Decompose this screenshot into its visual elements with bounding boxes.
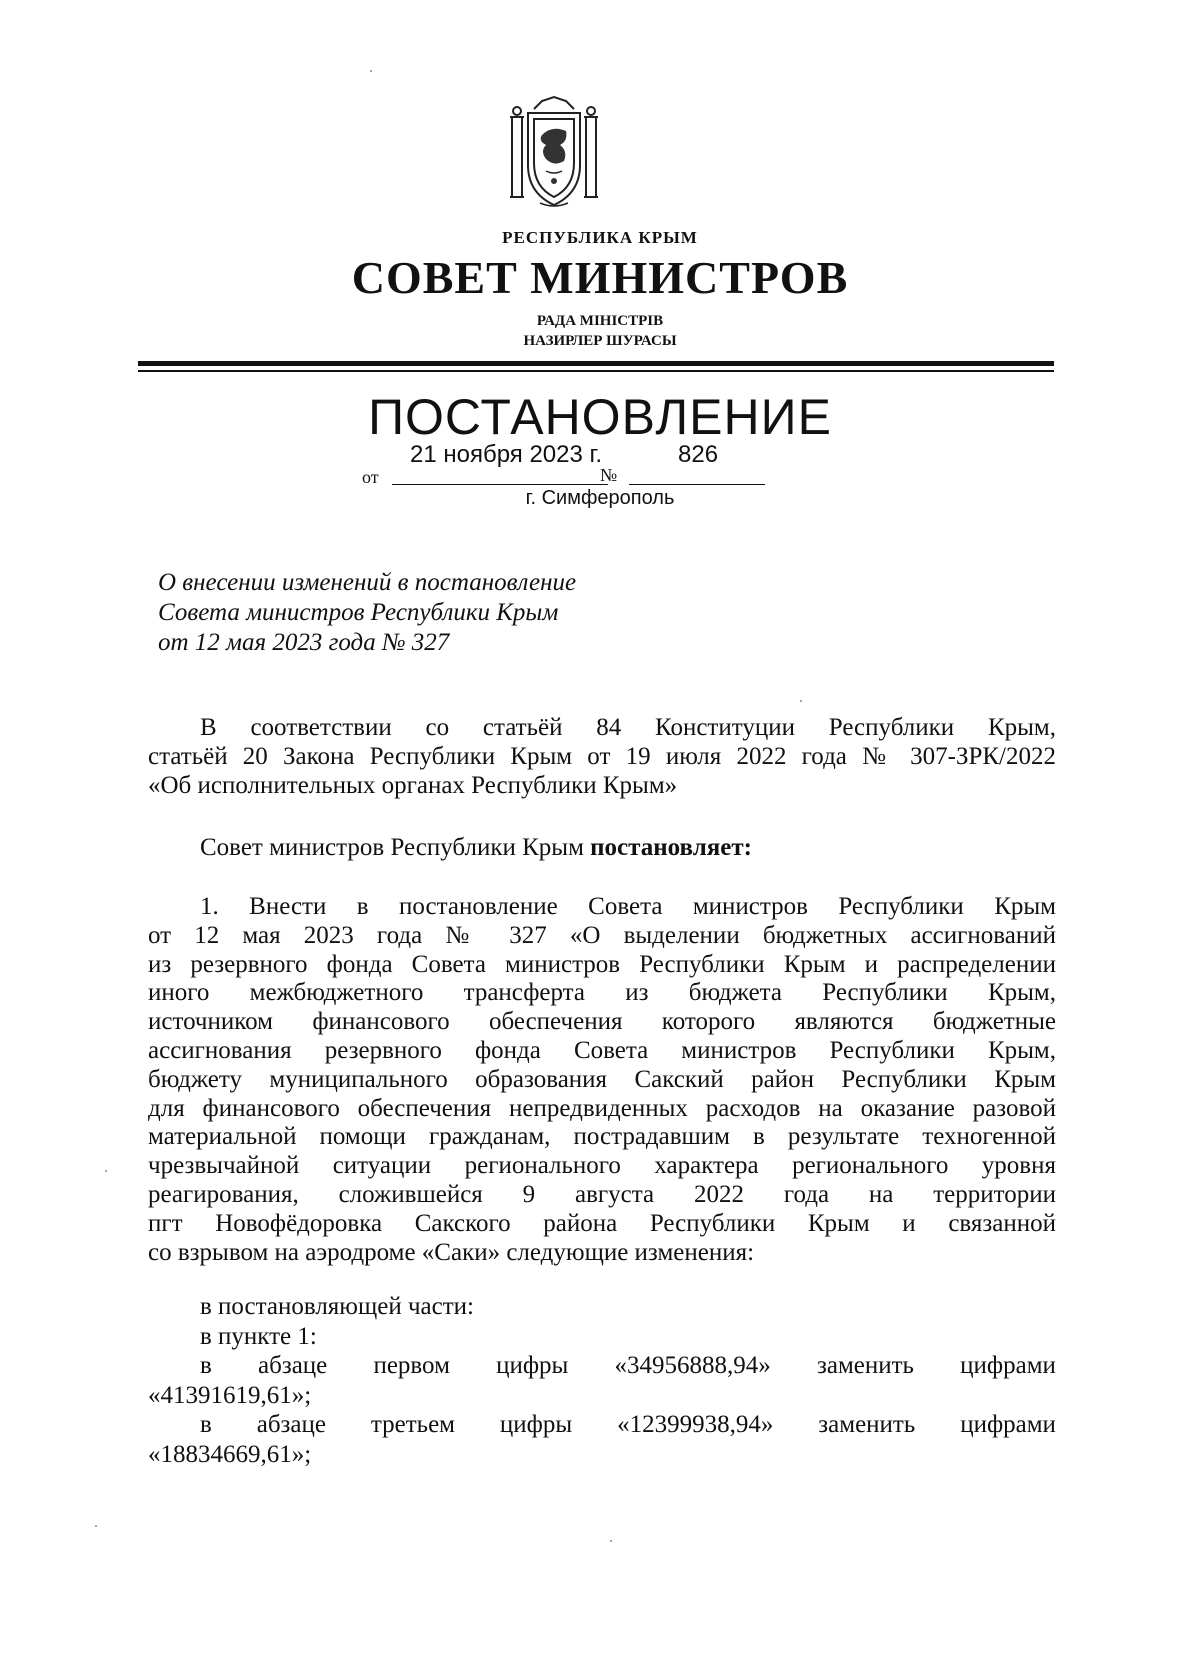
scan-speck bbox=[370, 70, 372, 72]
item-1-line: 1. Внести в постановление Совета министров Республики Крым bbox=[200, 893, 1056, 920]
subject-line: Совета министров Республики Крым bbox=[158, 599, 559, 626]
item-1-line: из резервного фонда Совета министров Республики Крым и распределении bbox=[148, 950, 1056, 978]
resolves-line bbox=[200, 834, 752, 862]
item-1-paragraph bbox=[148, 893, 1056, 1267]
item-1-line: иного межбюджетного трансферта из бюджета Республики Крым, bbox=[148, 979, 1056, 1007]
item-1-line: источником финансового обеспечения которого являются бюджетные bbox=[148, 1008, 1056, 1036]
council-title-ukrainian: РАДА МІНІСТРІВ bbox=[536, 313, 664, 329]
resolves-verb: постановляет: bbox=[590, 834, 752, 861]
resolves-text: Совет министров Республики Крым bbox=[200, 834, 591, 861]
change-word: заменить bbox=[818, 1411, 916, 1439]
change-old-value: «12399938,94» bbox=[617, 1411, 774, 1439]
republic-name: РЕСПУБЛИКА КРЫМ bbox=[502, 228, 698, 247]
changes-block bbox=[148, 1292, 1056, 1470]
change-word: первом bbox=[373, 1352, 450, 1380]
scan-speck bbox=[95, 1525, 97, 1527]
change-new-value: «41391619,61»; bbox=[148, 1381, 312, 1409]
document-type-title: ПОСТАНОВЛЕНИЕ bbox=[368, 389, 832, 445]
item-1-line: материальной помощи гражданам, пострадавшим в результате техногенной bbox=[148, 1123, 1056, 1151]
change-old-value: «34956888,94» bbox=[614, 1352, 771, 1380]
number-sign: № bbox=[600, 465, 618, 485]
item-1-line: со взрывом на аэродроме «Саки» следующие изменения: bbox=[148, 1238, 755, 1266]
change-first-paragraph bbox=[148, 1351, 1056, 1381]
council-title: СОВЕТ МИНИСТРОВ bbox=[351, 252, 849, 303]
coat-of-arms-emblem bbox=[506, 95, 602, 210]
change-word: в bbox=[200, 1411, 212, 1439]
number-underline bbox=[629, 484, 765, 485]
changes-part-label: в постановляющей части: bbox=[200, 1293, 474, 1320]
item-1-line: от 12 мая 2023 года № 327 «О выделении бюджетных ассигнований bbox=[148, 921, 1056, 949]
preamble-line: «Об исполнительных органах Республики Крым» bbox=[148, 771, 678, 799]
header-rule-thick bbox=[138, 361, 1054, 366]
item-1-line: реагирования, сложившейся 9 августа 2022 года на территории bbox=[148, 1180, 1056, 1208]
item-1-line: чрезвычайной ситуации регионального характера регионального уровня bbox=[148, 1152, 1056, 1180]
item-1-line: для финансового обеспечения непредвиденных расходов на оказание разовой bbox=[148, 1094, 1056, 1122]
preamble-line: В соответствии со статьёй 84 Конституции Республики Крым, bbox=[200, 714, 1056, 741]
change-new-value: «18834669,61»; bbox=[148, 1440, 312, 1468]
change-word: цифрами bbox=[960, 1352, 1056, 1380]
change-word: цифрами bbox=[960, 1411, 1056, 1439]
change-word: цифры bbox=[499, 1411, 573, 1439]
document-subject bbox=[158, 568, 576, 658]
preamble-line: статьёй 20 Закона Республики Крым от 19 июля 2022 года № 307-ЗРК/2022 bbox=[148, 742, 1056, 770]
subject-line: О внесении изменений в постановление bbox=[158, 569, 577, 596]
date-underline bbox=[392, 484, 608, 485]
date-prefix: от bbox=[362, 467, 379, 487]
preamble-paragraph bbox=[148, 714, 1056, 800]
change-word: абзаце bbox=[258, 1352, 328, 1380]
document-number: 826 bbox=[678, 441, 719, 468]
subject-line: от 12 мая 2023 года № 327 bbox=[158, 629, 450, 656]
change-word: в bbox=[200, 1352, 212, 1380]
scan-speck bbox=[105, 1170, 107, 1172]
scan-speck bbox=[800, 700, 802, 702]
scan-speck bbox=[610, 1540, 612, 1542]
change-third-paragraph bbox=[148, 1410, 1056, 1440]
change-word: третьем bbox=[370, 1411, 455, 1439]
item-1-line: ассигнования резервного фонда Совета министров Республики Крым, bbox=[148, 1036, 1056, 1064]
item-1-line: пгт Новофёдоровка Сакского района Республики Крым и связанной bbox=[148, 1209, 1056, 1237]
council-title-crimean-tatar: НАЗИРЛЕР ШУРАСЫ bbox=[523, 333, 677, 349]
document-date: 21 ноября 2023 г. bbox=[410, 441, 602, 468]
changes-point-label: в пункте 1: bbox=[200, 1322, 317, 1350]
change-word: заменить bbox=[816, 1352, 914, 1380]
change-word: цифры bbox=[496, 1352, 569, 1380]
header-rule-thin bbox=[138, 370, 1054, 372]
change-word: абзаце bbox=[256, 1411, 326, 1439]
document-city: г. Симферополь bbox=[525, 487, 675, 509]
item-1-line: бюджету муниципального образования Сакский район Республики Крым bbox=[148, 1065, 1056, 1093]
